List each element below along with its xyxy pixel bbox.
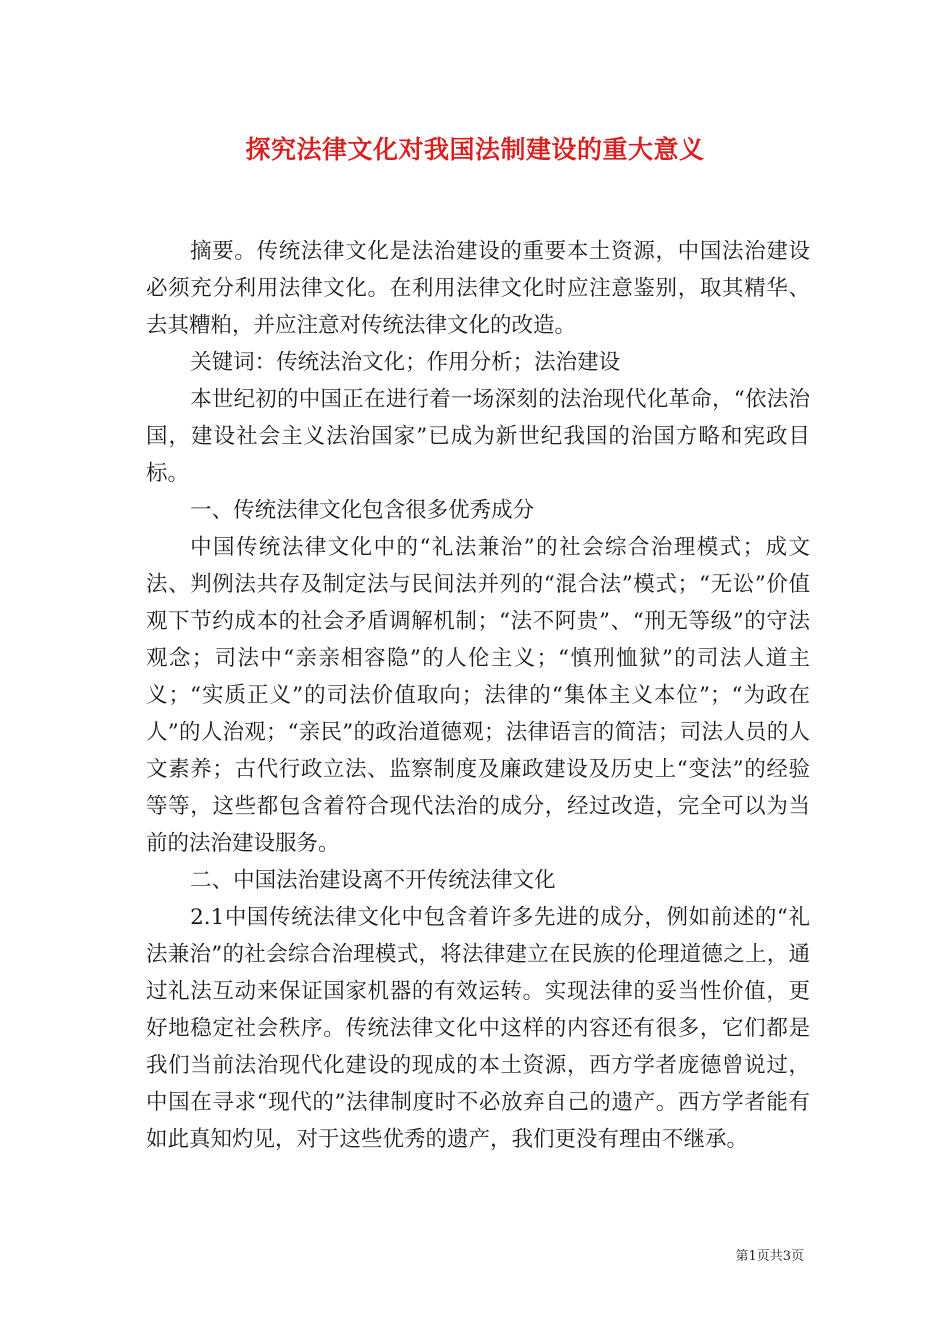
section-heading-2: 二、中国法治建设离不开传统法律文化 xyxy=(190,868,556,893)
section-1-paragraph: 中国传统法律文化中的“礼法兼治”的社会综合治理模式；成文法、判例法共存及制定法与民间法并列的“混合法”模式；“无讼”价值观下节约成本的社会矛盾调解机制；“法不阿贵”、“刑无等级”的守法观念；司法中“亲亲相容隐”的人伦主义；“慎刑恤狱”的司法人道主义；“实质正义”的司法价值取向；法律的“集体主义本位”；“为政在人”的人治观；“亲民”的政治道德观；法律语言的简洁；司法人员的人文素养；古代行政立法、监察制度及廉政建设及历史上“变法”的经验等等，这些都包含着符合现代法治的成分，经过改造，完全可以为当前的法治建设服务。 xyxy=(146,535,810,856)
page-number-footer: 第1页共3页 xyxy=(735,1249,804,1264)
section-2-1-paragraph: 2.1中国传统法律文化中包含着许多先进的成分，例如前述的“礼法兼治”的社会综合治理模式，将法律建立在民族的伦理道德之上，通过礼法互动来保证国家机器的有效运转。实现法律的妥当性价值，更好地稳定社会秩序。传统法律文化中这样的内容还有很多，它们都是我们当前法治现代化建设的现成的本土资源，西方学者庞德曾说过，中国在寻求“现代的”法律制度时不必放弃自己的遗产。西方学者能有如此真知灼见，对于这些优秀的遗产，我们更没有理由不继承。 xyxy=(146,905,810,1152)
abstract-paragraph: 摘要。传统法律文化是法治建设的重要本土资源，中国法治建设必须充分利用法律文化。在利用法律文化时应注意鉴别，取其精华、去其糟粕，并应注意对传统法律文化的改造。 xyxy=(146,239,810,338)
intro-paragraph: 本世纪初的中国正在进行着一场深刻的法治现代化革命，“依法治国，建设社会主义法治国家”已成为新世纪我国的治国方略和宪政目标。 xyxy=(146,387,810,486)
document-body xyxy=(146,233,810,1158)
document-title: 探究法律文化对我国法制建设的重大意义 xyxy=(245,135,705,164)
section-heading-1: 一、传统法律文化包含很多优秀成分 xyxy=(190,498,535,523)
keywords-paragraph: 关键词：传统法治文化；作用分析；法治建设 xyxy=(190,350,621,375)
